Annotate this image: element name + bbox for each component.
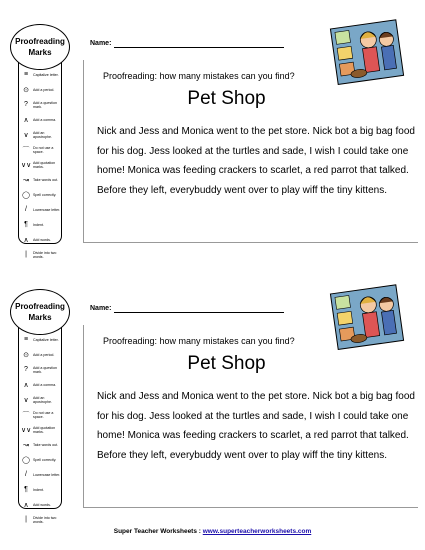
indent-mark-icon: ¶ [24, 221, 28, 228]
proofreading-mark-label: Take words out. [33, 177, 59, 182]
proofreading-mark-item [19, 232, 61, 247]
capitalize-mark-icon: ≡ [23, 336, 29, 343]
footer [0, 528, 425, 535]
worksheet-prompt: Proofreading: how many mistakes can you find? [103, 71, 295, 81]
proofreading-mark-label: Add a comma. [33, 382, 57, 387]
proofreading-mark-item [19, 172, 61, 187]
proofreading-mark-label: Capitalize letter. [33, 337, 59, 342]
worksheet-prompt: Proofreading: how many mistakes can you find? [103, 336, 295, 346]
worksheet-title: Pet Shop [187, 88, 266, 109]
question-mark-icon: ? [24, 101, 28, 108]
spelling-mark-icon: ◯ [22, 191, 30, 199]
worksheet-paragraph: Nick and Jess and Monica went to the pet store. Nick bot a big bag food for his dog. Jess looked at the turtles and sade, I wish I could take one home! Monica was feeding crackers to scarlet, a red parrot that talked. Before they left, everybuddy went over to play wiff the tiny kittens. [97, 391, 415, 461]
proofreading-mark-item [19, 497, 61, 512]
proofreading-mark-label: Add quotation marks. [33, 160, 56, 169]
delete-mark-icon: ↝ [23, 441, 29, 449]
proofreading-mark-item [19, 452, 61, 467]
name-line [114, 47, 284, 48]
proofreading-mark-item [19, 187, 61, 202]
proofreading-marks-heading: Proofreading Marks [10, 289, 70, 335]
lowercase-mark-icon: / [25, 206, 27, 213]
proofreading-marks-heading: Proofreading Marks [10, 24, 70, 70]
spelling-mark-icon: ◯ [22, 456, 30, 464]
comma-mark-icon: ∧ [23, 381, 29, 389]
apostrophe-mark-icon: ∨ [23, 396, 29, 404]
proofreading-mark-item [19, 157, 61, 172]
proofreading-mark-item [19, 127, 61, 142]
delete-mark-icon: ↝ [23, 176, 29, 184]
proofreading-mark-label: Indent. [33, 487, 44, 492]
proofreading-mark-item [19, 112, 61, 127]
proofreading-mark-label: Add a comma. [33, 117, 57, 122]
proofreading-mark-item [19, 407, 61, 422]
proofreading-mark-label: Add a period. [33, 352, 55, 357]
quotation-mark-icon: ∨∨ [21, 161, 32, 169]
add-words-mark-icon: ∧ [23, 501, 29, 509]
proofreading-mark-item [19, 512, 61, 527]
no-space-mark-icon: ⌒ [22, 411, 30, 419]
period-mark-icon: ⊙ [23, 351, 29, 359]
footer-brand: Super Teacher Worksheets [113, 528, 197, 535]
proofreading-mark-item [19, 467, 61, 482]
proofreading-mark-item [19, 202, 61, 217]
name-line [114, 312, 284, 313]
add-words-mark-icon: ∧ [23, 236, 29, 244]
proofreading-mark-item [19, 392, 61, 407]
footer-url-link[interactable]: www.superteacherworksheets.com [202, 528, 312, 535]
worksheet-paragraph: Nick and Jess and Monica went to the pet store. Nick bot a big bag food for his dog. Jess looked at the turtles and sade, I wish I could take one home! Monica was feeding crackers to scarlet, a red parrot that talked. Before they left, everybuddy went over to play wiff the tiny kittens. [97, 126, 415, 196]
proofreading-mark-label: Do not use a space. [33, 145, 54, 154]
proofreading-mark-label: Capitalize letter. [33, 72, 59, 77]
no-space-mark-icon: ⌒ [22, 146, 30, 154]
proofreading-mark-label: Indent. [33, 222, 44, 227]
lowercase-mark-icon: / [25, 471, 27, 478]
proofreading-mark-label: Add a question mark. [33, 100, 57, 109]
proofreading-mark-label: Lowercase letter. [33, 472, 61, 477]
worksheet-copy-2 [0, 265, 425, 525]
proofreading-mark-item [19, 217, 61, 232]
proofreading-mark-label: Add a period. [33, 87, 55, 92]
apostrophe-mark-icon: ∨ [23, 131, 29, 139]
proofreading-mark-item [19, 247, 61, 262]
proofreading-mark-item [19, 482, 61, 497]
proofreading-mark-label: Add words. [33, 502, 51, 507]
proofreading-mark-label: Divide into two words. [33, 250, 57, 259]
proofreading-mark-label: Take words out. [33, 442, 59, 447]
name-label: Name: [90, 40, 112, 47]
capitalize-mark-icon: ≡ [23, 71, 29, 78]
proofreading-mark-label: Add quotation marks. [33, 425, 56, 434]
proofreading-mark-label: Add a question mark. [33, 365, 57, 374]
proofreading-mark-label: Divide into two words. [33, 515, 57, 524]
name-label: Name: [90, 305, 112, 312]
proofreading-mark-label: Spell correctly. [33, 457, 57, 462]
proofreading-mark-label: Add words. [33, 237, 51, 242]
proofreading-mark-item [19, 437, 61, 452]
proofreading-mark-item [19, 377, 61, 392]
proofreading-mark-label: Add an apostrophe. [33, 395, 52, 404]
proofreading-mark-label: Do not use a space. [33, 410, 54, 419]
worksheet-copy-1 [0, 0, 425, 260]
worksheet-title: Pet Shop [187, 353, 266, 374]
footer-separator: : [196, 528, 203, 535]
proofreading-mark-label: Lowercase letter. [33, 207, 61, 212]
comma-mark-icon: ∧ [23, 116, 29, 124]
proofreading-mark-item [19, 142, 61, 157]
proofreading-mark-label: Spell correctly. [33, 192, 57, 197]
quotation-mark-icon: ∨∨ [21, 426, 32, 434]
divide-mark-icon: | [25, 251, 27, 258]
question-mark-icon: ? [24, 366, 28, 373]
indent-mark-icon: ¶ [24, 486, 28, 493]
proofreading-mark-label: Add an apostrophe. [33, 130, 52, 139]
divide-mark-icon: | [25, 516, 27, 523]
proofreading-mark-item [19, 422, 61, 437]
period-mark-icon: ⊙ [23, 86, 29, 94]
